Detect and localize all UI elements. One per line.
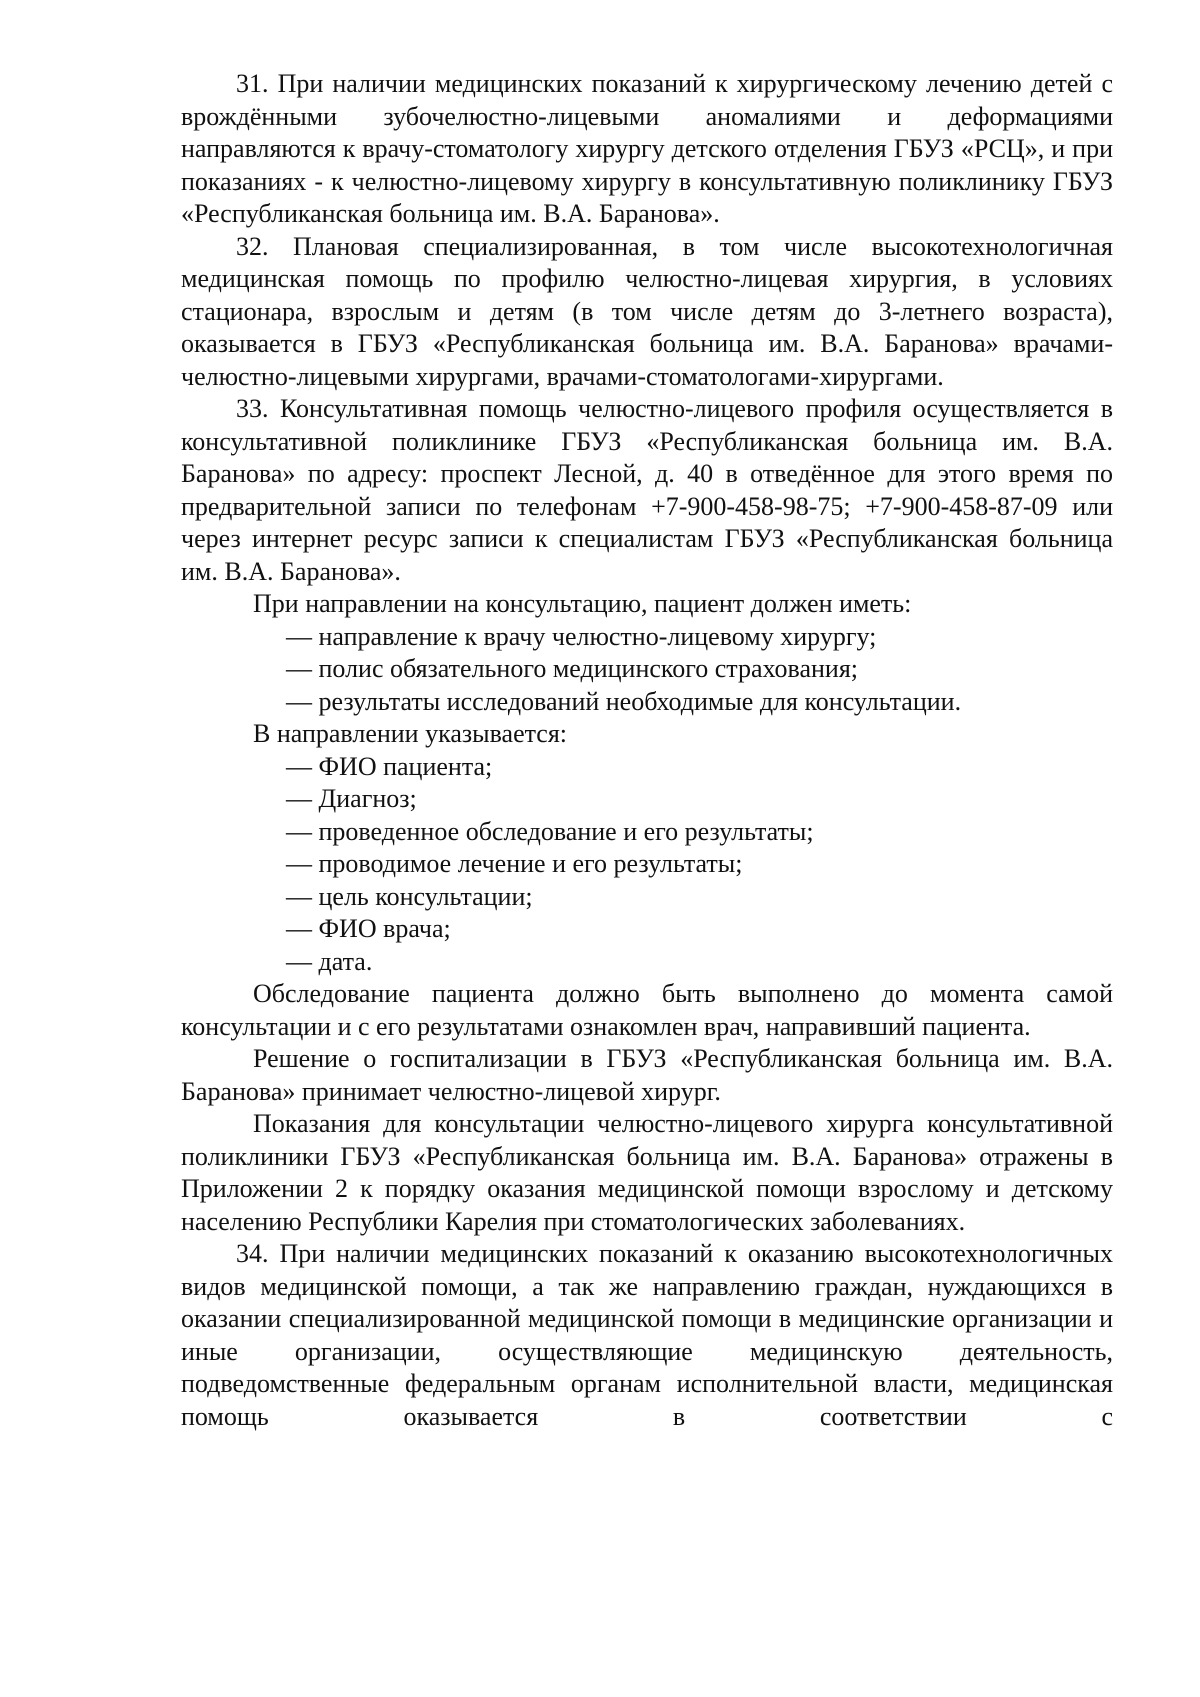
list-item: — дата.	[286, 946, 373, 976]
list-item: — проводимое лечение и его результаты;	[286, 849, 743, 878]
paragraph-32: 32. Плановая специализированная, в том числе высокотехнологичная медицинская помощь по профилю челюстно-лицевая хирургия, в условиях стационара, взрослым и детям (в том числе детям до 3-летнего возраста), оказывается в ГБУЗ «Республиканская больница им. В.А. Баранова» врачами-челюстно-лицевыми хирургами, врачами-стоматологами-хирургами.	[181, 231, 1113, 391]
list-item: — проведенное обследование и его результаты;	[286, 816, 814, 846]
list-item: — ФИО врача;	[286, 914, 451, 943]
list-item: — результаты исследований необходимые для консультации.	[286, 686, 962, 716]
indications-note: Показания для консультации челюстно-лицевого хирурга консультативной поликлиники ГБУЗ «Республиканская больница им. В.А. Баранова» отражены в Приложении 2 к порядку оказания медицинской помощи взрослому и детскому населению Республики Карелия при стоматологических заболеваниях.	[181, 1109, 1113, 1236]
list-item: — ФИО пациента;	[286, 751, 493, 781]
paragraph-34: 34. При наличии медицинских показаний к оказанию высокотехнологичных видов медицинской помощи, а так же направлению граждан, нуждающихся в оказании специализированной медицинской помощи в медицинские организации и иные организации, осуществляющие медицинскую деятельность, подведомственные федеральным органам исполнительной власти, медицинская помощь оказывается в соответствии с	[181, 1239, 1113, 1431]
list-item: — цель консультации;	[286, 881, 533, 911]
paragraph-33: 33. Консультативная помощь челюстно-лицевого профиля осуществляется в консультативной поликлинике ГБУЗ «Республиканская больница им. В.А. Баранова» по адресу: проспект Лесной, д. 40 в отведённое для этого время по предварительной записи по телефонам +7-900-458-98-75; +7-900-458-87-09 или через интернет ресурс записи к специалистам ГБУЗ «Республиканская больница им. В.А. Баранова».	[181, 394, 1113, 586]
list-item: — полис обязательного медицинского страхования;	[286, 654, 858, 683]
hospitalization-note: Решение о госпитализации в ГБУЗ «Республиканская больница им. В.А. Баранова» принимает челюстно-лицевой хирург.	[181, 1044, 1113, 1106]
referral-intro: В направлении указывается:	[253, 719, 568, 748]
list-item: — направление к врачу челюстно-лицевому хирургу;	[286, 621, 877, 651]
document-page	[181, 68, 1113, 1433]
list-item: — Диагноз;	[286, 784, 417, 813]
exam-note: Обследование пациента должно быть выполнено до момента самой консультации и с его результатами ознакомлен врач, направивший пациента.	[181, 979, 1113, 1041]
paragraph-31: 31. При наличии медицинских показаний к хирургическому лечению детей с врождёнными зубочелюстно-лицевыми аномалиями и деформациями направляются к врачу-стоматологу хирургу детского отделения ГБУЗ «РСЦ», и при показаниях - к челюстно-лицевому хирургу в консультативную поликлинику ГБУЗ «Республиканская больница им. В.А. Баранова».	[181, 69, 1113, 228]
requirements-intro: При направлении на консультацию, пациент должен иметь:	[253, 589, 912, 618]
